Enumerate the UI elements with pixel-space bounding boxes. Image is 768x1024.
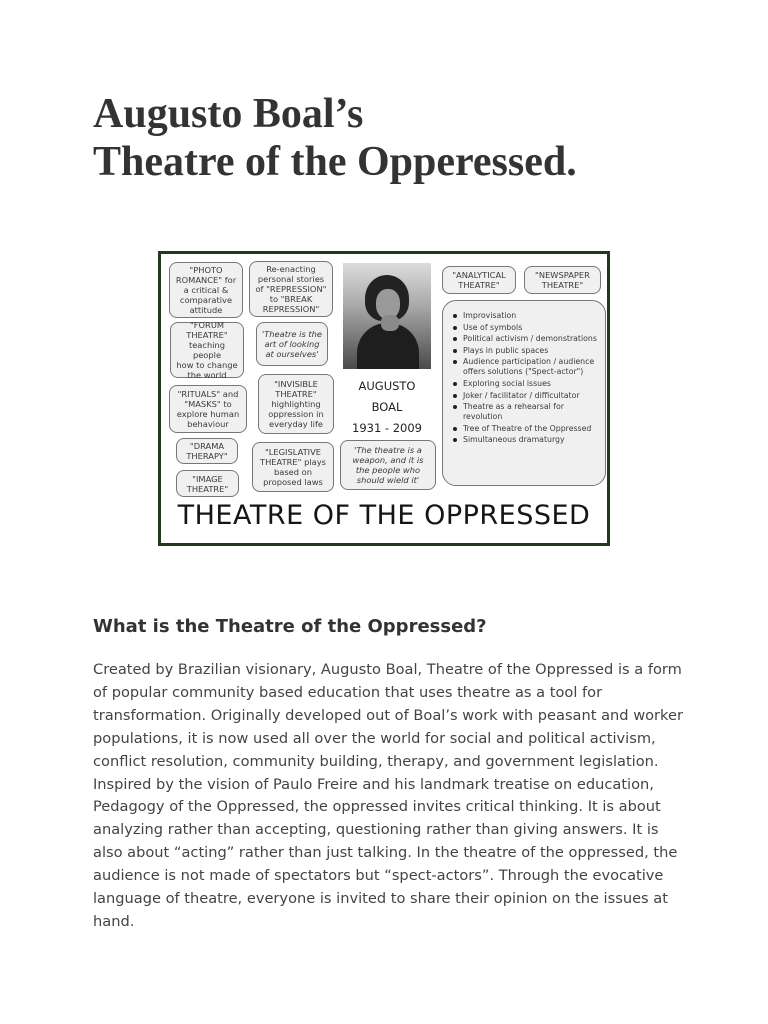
box-invisible-theatre: "INVISIBLE THEATRE" highlighting oppression in everyday life <box>258 374 334 434</box>
technique-list-item: Exploring social issues <box>451 379 599 389</box>
technique-list-item: Improvisation <box>451 311 599 321</box>
technique-list-item: Joker / facilitator / difficultator <box>451 391 599 401</box>
section-heading: What is the Theatre of the Oppressed? <box>93 616 487 637</box>
theatre-of-the-oppressed-infographic <box>158 251 610 546</box>
technique-list-item: Theatre as a rehearsal for revolution <box>451 402 599 422</box>
technique-list-item: Audience participation / audience offers solutions ("Spect-actor") <box>451 357 599 377</box>
augusto-boal-portrait <box>343 263 431 369</box>
box-reenacting-repression: Re-enacting personal stories of "REPRESSION" to "BREAK REPRESSION" <box>249 261 333 317</box>
box-newspaper-theatre: "NEWSPAPER THEATRE" <box>524 266 601 294</box>
box-image-theatre: "IMAGE THEATRE" <box>176 470 239 497</box>
box-drama-therapy: "DRAMA THERAPY" <box>176 438 238 464</box>
box-weapon-quote: 'The theatre is a weapon, and it is the people who should wield it' <box>340 440 436 490</box>
box-forum-theatre: "FORUM THEATRE" teaching people how to change the world <box>170 322 244 378</box>
box-legislative-theatre: "LEGISLATIVE THEATRE" plays based on proposed laws <box>252 442 334 492</box>
techniques-list-box <box>442 300 606 486</box>
box-photo-romance: "PHOTO ROMANCE" for a critical & comparative attitude <box>169 262 243 318</box>
techniques-list <box>451 311 599 445</box>
title-line-1: Augusto Boal’s <box>93 91 364 137</box>
technique-list-item: Plays in public spaces <box>451 346 599 356</box>
technique-list-item: Political activism / demonstrations <box>451 334 599 344</box>
page-title <box>93 90 577 186</box>
box-art-of-looking-quote: 'Theatre is the art of looking at ourselves' <box>256 322 328 366</box>
title-line-2: Theatre of the Opperessed. <box>93 139 577 185</box>
name-and-years: AUGUSTO BOAL 1931 - 2009 <box>352 379 422 435</box>
technique-list-item: Tree of Theatre of the Oppressed <box>451 424 599 434</box>
box-analytical-theatre: "ANALYTICAL THEATRE" <box>442 266 516 294</box>
infographic-banner: THEATRE OF THE OPPRESSED <box>177 500 591 531</box>
box-rituals-masks: "RITUALS" and "MASKS" to explore human behaviour <box>169 385 247 433</box>
technique-list-item: Simultaneous dramaturgy <box>451 435 599 445</box>
section-paragraph: Created by Brazilian visionary, Augusto Boal, Theatre of the Oppressed is a form of popular community based education that uses theatre as a tool for transformation. Originally developed out of Boal’s work with peasant and worker populations, it is now used all over the world for social and political activism, conflict resolution, community building, therapy, and government legislation. Inspired by the vision of Paulo Freire and his landmark treatise on education, Pedagogy of the Oppressed, the oppressed invites critical thinking. It is about analyzing rather than accepting, questioning rather than giving answers. It is also about “acting” rather than just talking. In the theatre of the oppressed, the audience is not made of spectators but “spect-actors”. Through the evocative language of theatre, everyone is invited to share their opinion on the issues at hand. <box>93 661 683 930</box>
technique-list-item: Use of symbols <box>451 323 599 333</box>
